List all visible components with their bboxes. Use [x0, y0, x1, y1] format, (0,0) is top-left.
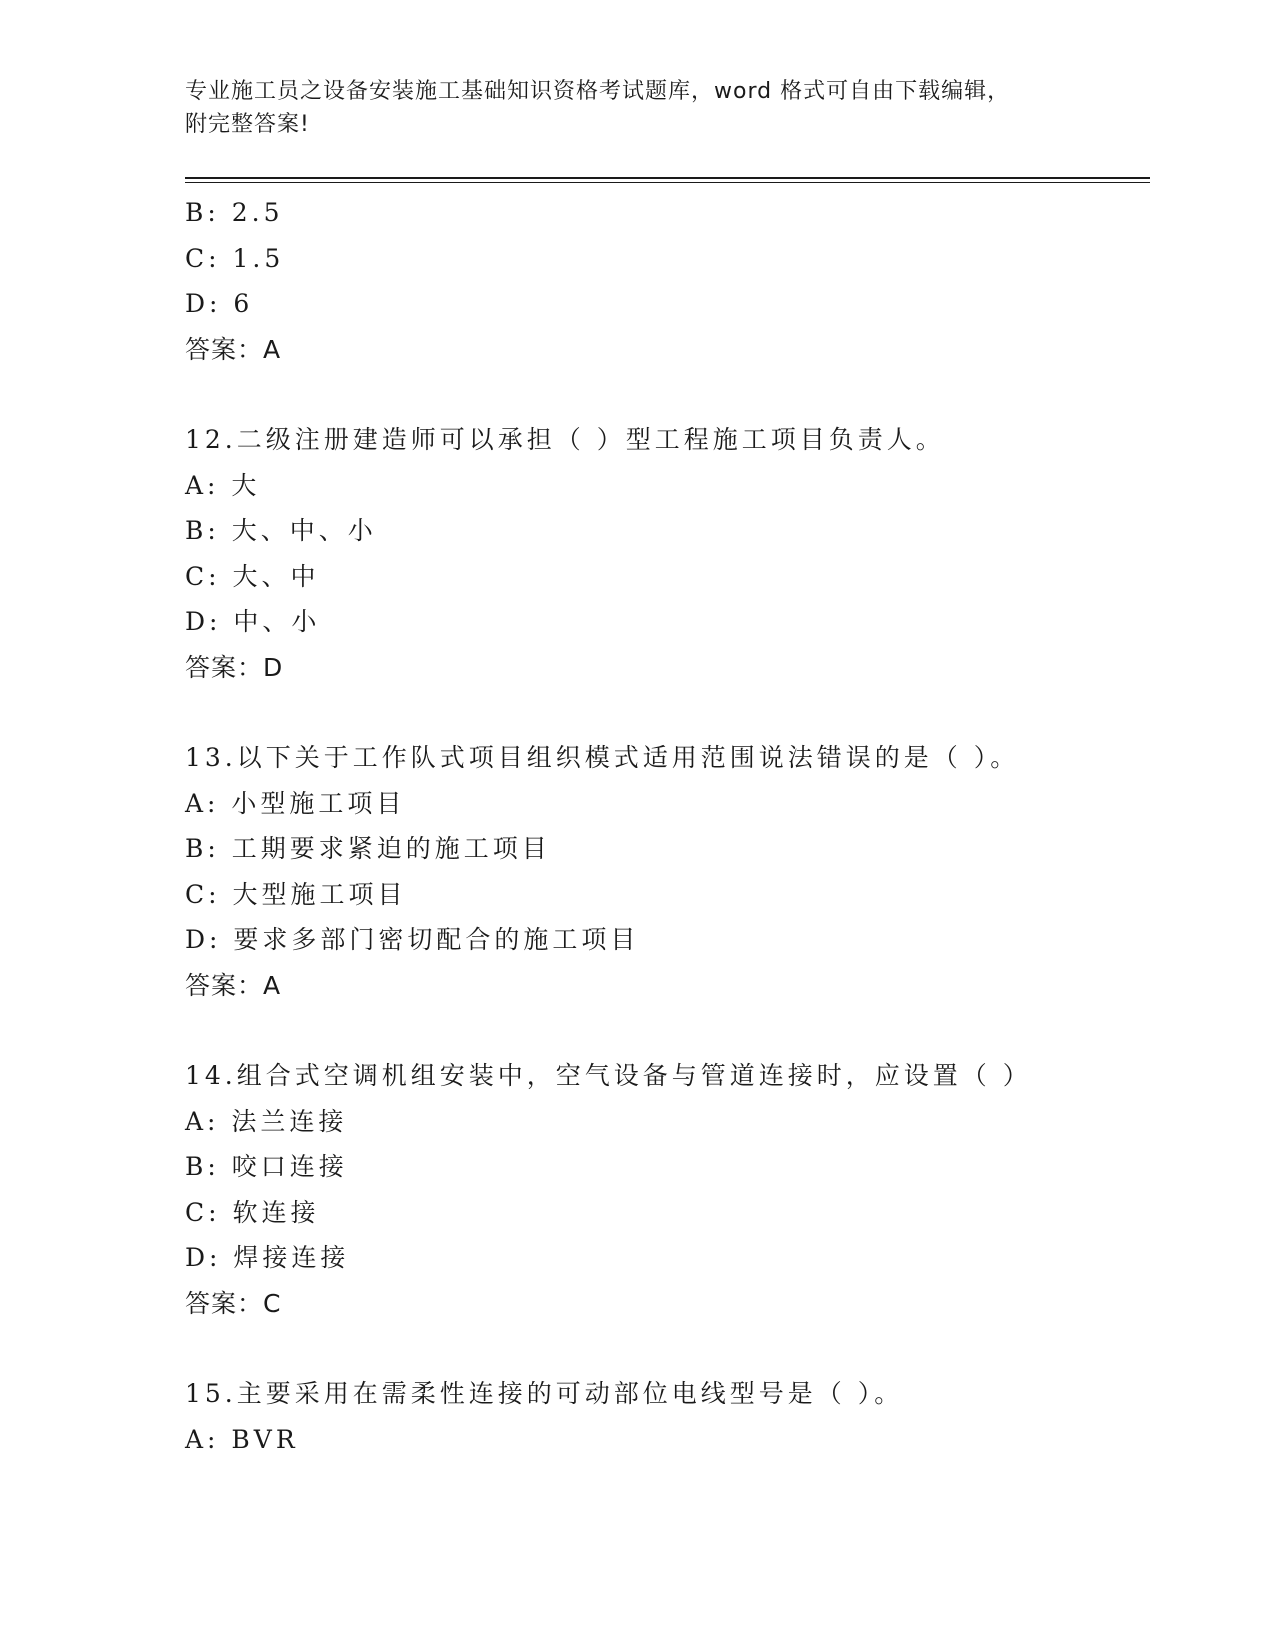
answer-line: 答案：D	[185, 652, 284, 682]
option-c: C: 大、中	[185, 561, 320, 591]
option-b: B: 咬口连接	[185, 1152, 348, 1181]
question-stem: 13.以下关于工作队式项目组织模式适用范围说法错误的是（ ）。	[185, 743, 1020, 772]
option-d: D: 6	[185, 289, 254, 318]
option-c: C: 1.5	[185, 243, 285, 273]
question-stem: 15.主要采用在需柔性连接的可动部位电线型号是（ ）。	[185, 1379, 904, 1408]
option-a: A: BVR	[185, 1424, 299, 1454]
header-divider-thin	[185, 182, 1150, 183]
answer-line: 答案：A	[185, 334, 282, 364]
option-d: D: 要求多部门密切配合的施工项目	[185, 925, 640, 954]
answer-line: 答案：A	[185, 970, 282, 1000]
question-stem: 14.组合式空调机组安装中，空气设备与管道连接时，应设置（ ）	[185, 1061, 1032, 1090]
option-a: A: 小型施工项目	[185, 788, 406, 818]
option-b: B: 工期要求紧迫的施工项目	[185, 834, 551, 863]
question-15	[185, 1371, 1145, 1462]
question-list	[185, 190, 1145, 1462]
option-b: B: 2.5	[185, 198, 284, 227]
question-stem: 12.二级注册建造师可以承担（ ）型工程施工项目负责人。	[185, 425, 945, 454]
option-c: C: 大型施工项目	[185, 879, 407, 909]
option-a: A: 法兰连接	[185, 1106, 348, 1136]
answer-line: 答案：C	[185, 1288, 282, 1318]
question-12	[185, 417, 1145, 690]
document-header	[185, 75, 1085, 141]
option-a: A: 大	[185, 470, 261, 500]
option-d: D: 焊接连接	[185, 1243, 350, 1272]
header-line-2: 附完整答案!	[185, 112, 310, 137]
question-13	[185, 735, 1145, 1008]
option-b: B: 大、中、小	[185, 516, 377, 545]
option-c: C: 软连接	[185, 1197, 320, 1227]
option-d: D: 中、小	[185, 607, 321, 636]
header-line-1: 专业施工员之设备安装施工基础知识资格考试题库，word 格式可自由下载编辑，	[185, 79, 1011, 104]
question-14	[185, 1053, 1145, 1326]
question-11-continued	[185, 190, 1145, 372]
header-divider-thick	[185, 177, 1150, 179]
